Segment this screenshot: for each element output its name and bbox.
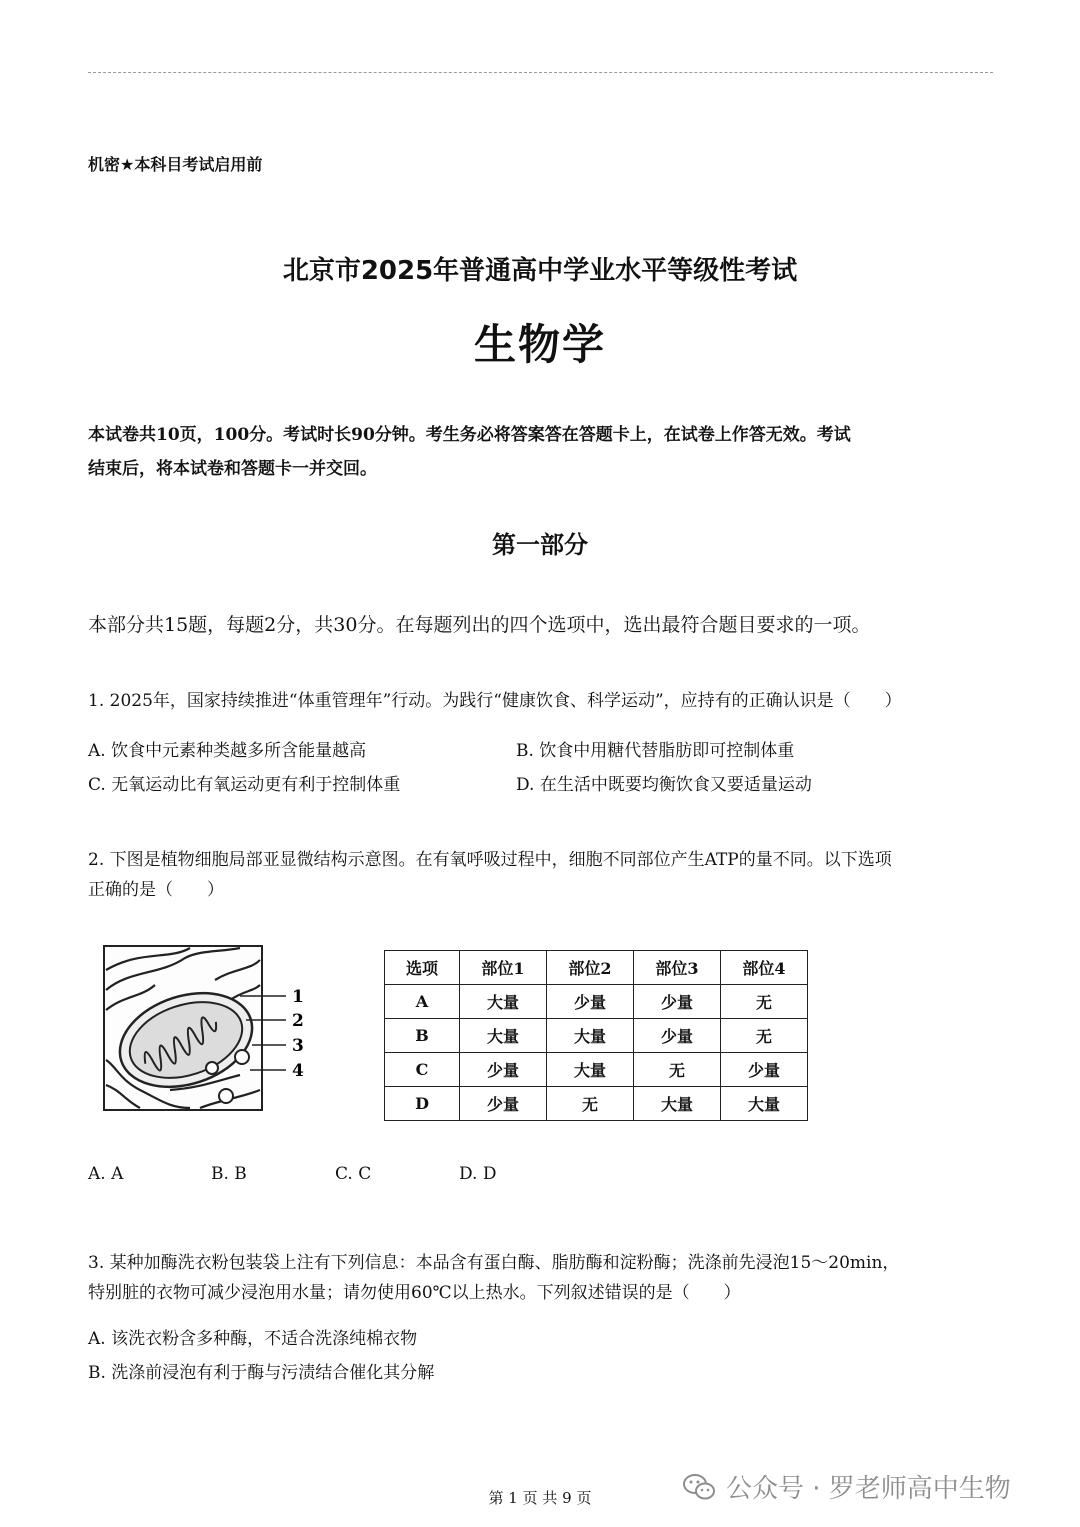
table-cell: 大量 (547, 1019, 634, 1053)
table-row (385, 985, 808, 1019)
table-cell: A (385, 985, 460, 1019)
diagram-label-3: 3 (292, 1036, 304, 1056)
page-number: 第 1 页 共 9 页 (488, 1489, 592, 1507)
table-cell: 少量 (634, 985, 721, 1019)
question-1-stem: 1. 2025年，国家持续推进“体重管理年”行动。为践行“健康饮食、科学运动”，应持有的正确认识是（ ） (88, 691, 902, 711)
table-header: 选项 (385, 951, 460, 985)
question-2-option-d: D. D (459, 1164, 497, 1184)
question-3-option-b: B. 洗涤前浸泡有利于酶与污渍结合催化其分解 (88, 1363, 435, 1383)
table-cell: 少量 (547, 985, 634, 1019)
table-cell: 少量 (634, 1019, 721, 1053)
table-cell: 少量 (460, 1087, 547, 1121)
subject-title: 生物学 (473, 320, 606, 369)
question-1-option-a: A. 饮食中元素种类越多所含能量越高 (88, 741, 367, 761)
exam-instructions: 本试卷共10页，100分。考试时长90分钟。考生务必将答案答在答题卡上，在试卷上作答无效。考试 结束后，将本试卷和答题卡一并交回。 (88, 425, 851, 479)
table-cell: 少量 (460, 1053, 547, 1087)
question-2-option-c: C. C (335, 1164, 372, 1184)
table-cell: 少量 (721, 1053, 808, 1087)
diagram-label-1: 1 (292, 987, 304, 1007)
table-cell: 大量 (721, 1087, 808, 1121)
atp-options-table (384, 950, 808, 1121)
table-header: 部位3 (634, 951, 721, 985)
diagram-label-2: 2 (292, 1011, 304, 1031)
mitochondrion-diagram (100, 940, 320, 1115)
top-divider (88, 72, 993, 73)
question-3-stem: 3. 某种加酶洗衣粉包装袋上注有下列信息：本品含有蛋白酶、脂肪酶和淀粉酶；洗涤前先浸泡15～20min， 特别脏的衣物可减少浸泡用水量；请勿使用60℃以上热水。下列叙述错误的是（ ） (88, 1253, 900, 1303)
wechat-icon (682, 1473, 716, 1501)
table-row (385, 1087, 808, 1121)
table-cell: 无 (721, 1019, 808, 1053)
watermark (682, 1468, 1011, 1505)
question-1-option-d: D. 在生活中既要均衡饮食又要适量运动 (516, 775, 812, 795)
question-2-option-b: B. B (211, 1164, 247, 1184)
question-1-option-c: C. 无氧运动比有氧运动更有利于控制体重 (88, 775, 401, 795)
table-cell: 大量 (460, 985, 547, 1019)
part-description: 本部分共15题，每题2分，共30分。在每题列出的四个选项中，选出最符合题目要求的一项。 (88, 614, 871, 636)
table-header: 部位2 (547, 951, 634, 985)
watermark-text: 公众号 · 罗老师高中生物 (726, 1474, 1011, 1504)
diagram-label-4: 4 (292, 1061, 304, 1081)
exam-title: 北京市2025年普通高中学业水平等级性考试 (282, 256, 798, 286)
table-cell: 无 (547, 1087, 634, 1121)
question-3-option-a: A. 该洗衣粉含多种酶，不适合洗涤纯棉衣物 (88, 1329, 418, 1349)
part-title: 第一部分 (492, 531, 588, 559)
table-row (385, 1053, 808, 1087)
table-header-row (385, 951, 808, 985)
table-header: 部位4 (721, 951, 808, 985)
table-cell: 无 (721, 985, 808, 1019)
question-1-option-b: B. 饮食中用糖代替脂肪即可控制体重 (516, 741, 795, 761)
table-cell: 大量 (547, 1053, 634, 1087)
table-cell: 大量 (460, 1019, 547, 1053)
table-cell: 大量 (634, 1087, 721, 1121)
table-cell: D (385, 1087, 460, 1121)
table-cell: B (385, 1019, 460, 1053)
table-cell: 无 (634, 1053, 721, 1087)
question-2-option-a: A. A (88, 1164, 124, 1184)
table-header: 部位1 (460, 951, 547, 985)
confidential-label: 机密★本科目考试启用前 (88, 155, 263, 174)
question-2-stem: 2. 下图是植物细胞局部亚显微结构示意图。在有氧呼吸过程中，细胞不同部位产生ATP的量不同。以下选项 正确的是（ ） (88, 850, 892, 900)
table-cell: C (385, 1053, 460, 1087)
table-row (385, 1019, 808, 1053)
